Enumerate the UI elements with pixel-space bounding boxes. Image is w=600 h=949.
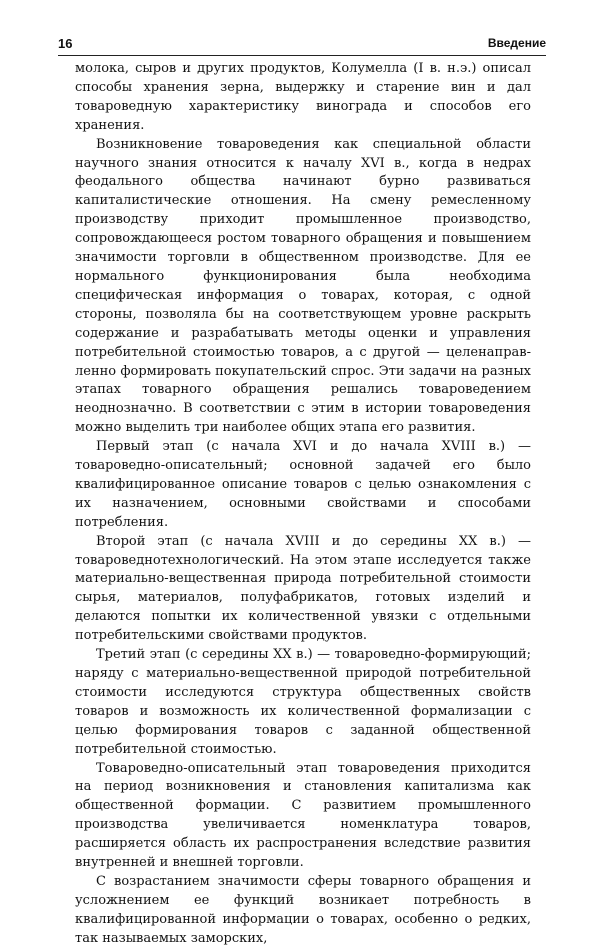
paragraph-origin-of-commodity-science: Возникновение товароведения как специальной области научного знания относится к началу XVI в., когда в недрах феодального общества начинают бурно развиваться капиталистические отношения. На смену ремесленному производству приходит промышленное производство, сопровождающееся ростом товарного обращения и повышением значимости торговли в общественном производстве. Для ее нормального функционирования была необходима специфическая информация о товарах, которая, с одной стороны, позволяла бы на соответствующем уровне раскрыть содержание и разрабатывать методы оценки и управления потребительной стоимостью товаров, а с другой — целенаправленно формировать покупательский спрос. Эти задачи на разных этапах товарного обращения решались товароведением неоднозначно. В соответствии с этим в истории товароведения можно выделить три наиболее общих этапа его развития. <box>75 136 531 436</box>
section-title: Введение <box>487 36 546 50</box>
paragraph-third-stage: Третий этап (с середины XX в.) — товароведно-формирующий; наряду с материально-вещественной природой потребительной стоимости исследуются структура общественных свойств товаров и возможность их количественной формализации с целью формирования товаров с заданной общественной потребительной стоимостью. <box>75 647 531 757</box>
paragraph-first-stage: Первый этап (с начала XVI и до начала XVIII в.) — товароведно-описательный; основной задачей его было квалифицированное описание товаров с целью ознакомления с их назначением, основными свойствами и способами потребления. <box>75 439 531 530</box>
running-head <box>58 34 546 54</box>
body-text <box>75 60 531 949</box>
paragraph-second-stage: Второй этап (с начала XVIII и до середины XX в.) — товароведнотехнологический. На этом этапе исследуется также материально-вещественная природа потребительной стоимости сырья, материалов, полуфабрикатов, готовых изделий и делаются попытки их количественной увязки с отдельными потребительскими свойствами продуктов. <box>75 533 531 644</box>
header-rule <box>58 55 546 56</box>
paragraph-information-need: С возрастанием значимости сферы товарного обращения и усложнением ее функций возникает потребность в квалифицированной информации о товарах, особенно о редких, так называемых заморских, <box>75 873 531 946</box>
paragraph-descriptive-stage: Товароведно-описательный этап товароведения приходится на период возникновения и становления капитализма как общественной формации. С развитием промышленного производства увеличивается номенклатура товаров, расширяется область их распространения вследствие развития внутренней и внешней торговли. <box>75 760 531 871</box>
paragraph-continuation: молока, сыров и других продуктов, Колумелла (I в. н.э.) описал способы хранения зерна, выдержку и старение вин и дал товароведную характеристику винограда и способов его хранения. <box>75 61 531 133</box>
page-number: 16 <box>58 36 73 51</box>
